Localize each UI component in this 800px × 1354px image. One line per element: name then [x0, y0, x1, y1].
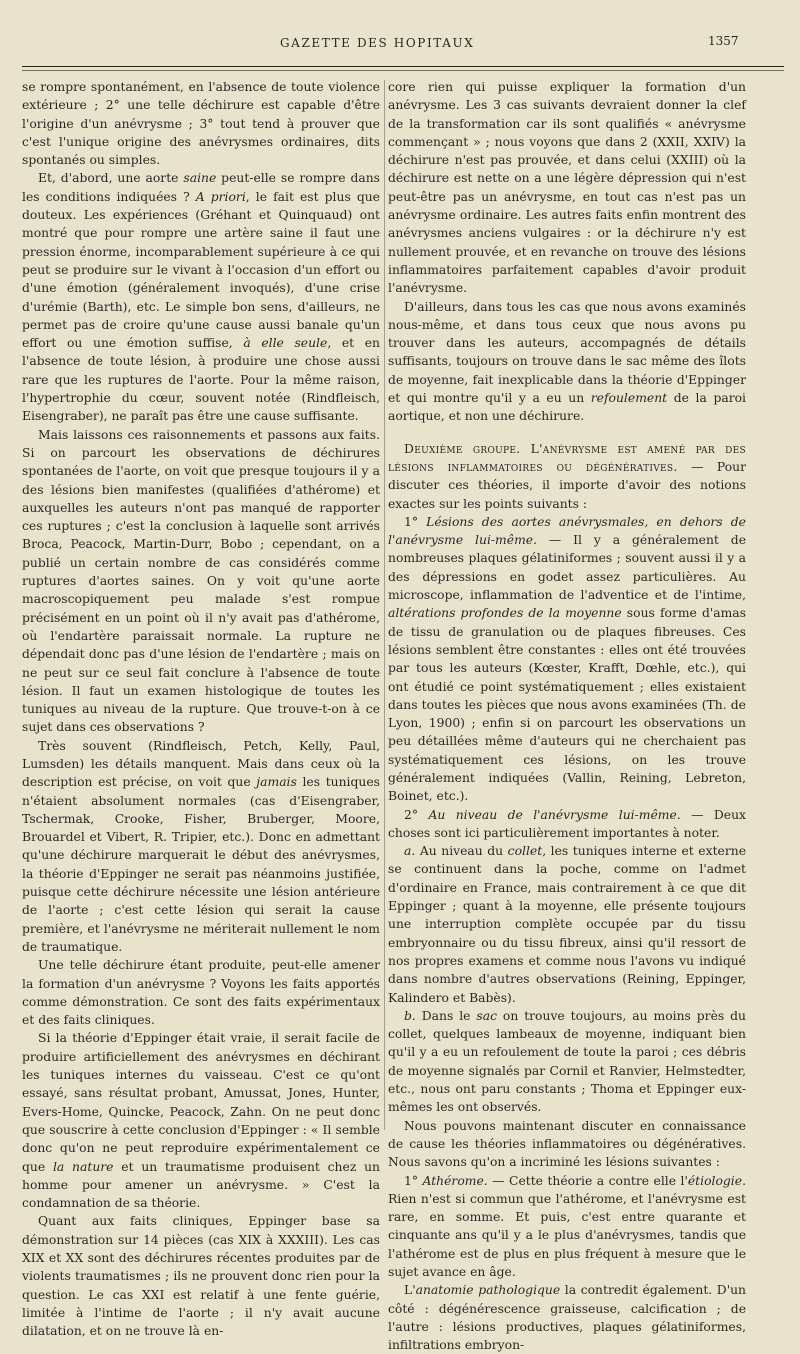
text-run: Athérome. [422, 1173, 488, 1188]
paragraph [22, 737, 380, 957]
text-run: Quant aux faits cliniques, Eppinger base sa démonstration sur 14 pièces (cas XIX à XXXIII). Les cas XIX et XX sont des déchirures récentes produites par de violents traumatismes ; ils ne prouvent donc rien pour la question. Le cas XXI est relatif à une fente guérie, limitée à l'intime de l'aorte ; il n'y avait aucune dilatation, et on ne trouve là en- [22, 1214, 380, 1339]
text-run: — Il y a généralement de nombreuses plaques gélatiniformes ; souvent aussi il y a des dépressions en godet assez particulières. Au microscope, inflammation de l'adventice et de l'intime, [388, 533, 746, 603]
text-run: étiologie [687, 1173, 743, 1188]
text-run: A priori [195, 189, 246, 204]
page-number: 1357 [708, 34, 739, 48]
left-column [22, 78, 380, 1340]
text-run: Nous pouvons maintenant discuter en connaissance de cause les théories inflammatoires ou dégénératives. Nous savons qu'on a incriminé les lésions suivantes : [388, 1118, 746, 1170]
text-run: de la paroi aortique, et non une déchirure. [388, 391, 746, 424]
text-run: 1° [404, 514, 427, 529]
paragraph [22, 956, 380, 1029]
paragraph [22, 1029, 380, 1212]
text-run: se rompre spontanément, en l'absence de toute violence extérieure ; 2° une telle déchirure est capable d'être l'origine d'un anévrysme ; 3° tout tend à prouver que c'est l'unique origine des anévrysmes ordinaires, dits spontanés ou simples. [22, 80, 380, 168]
text-run: refoulement [590, 391, 668, 406]
text-run: — Cette théorie a contre elle l' [487, 1173, 688, 1188]
text-run: sous forme d'amas de tissu de granulation ou de plaques fibreuses. Ces lésions semblent être constantes : elles ont été trouvées par tous les auteurs (Kœster, Krafft, Dœhle, etc.), qui ont étudié ce point systématiquement ; elles existaient dans toutes les pièces que nous avons examinées (Th. de Lyon, 1900) ; enfin si on parcourt les observations un peu détaillées même d'auteurs qui ne cherchaient pas systématiquement ces lésions, on les trouve généralement indiquées (Vallin, Reining, Lebreton, Boinet, etc.). [388, 606, 746, 804]
paragraph [388, 78, 746, 298]
text-run: , le fait est plus que douteux. Les expériences (Gréhant et Quinquaud) ont montré que pour rompre une artère saine il faut une pression énorme, incomparablement supérieure à ce qui peut se produire sur le vivant à l'occasion d'un effort ou d'une émotion (généralement invoqués), d'une crise d'urémie (Barth), etc. Le simple bon sens, d'ailleurs, ne permet pas de croire qu'une cause aussi banale qu'un effort ou une émotion suffise, [22, 189, 380, 351]
text-run: sac [476, 1008, 497, 1023]
page-header [0, 34, 800, 56]
text-run: Lésions des aortes anévrysmales, en dehors de l'anévrysme lui-même. [388, 514, 746, 548]
paragraph [388, 298, 746, 426]
text-run: Au niveau de l'anévrysme lui-même. [428, 807, 681, 822]
paragraph [388, 842, 746, 1007]
text-run: 2° [404, 807, 429, 822]
text-run: saine [183, 171, 217, 186]
text-run: peut-elle se rompre dans les conditions indiquées ? [22, 171, 380, 204]
text-run: core rien qui puisse expliquer la formation d'un anévrysme. Les 3 cas suivants devraient donner la clef de la transformation car ils sont qualifiés « anévrysme commençant » ; nous voyons que dans 2 (XXII, XXIV) la déchirure n'est pas prouvée, et dans celui (XXIII) où la déchirure est nette on a une légère dépression qui n'est peut-être pas un anévrysme, en tout cas n'est pas un anévrysme ordinaire. Les autres faits enfin montrent des anévrysmes anciens vulgaires : or la déchirure n'y est nullement prouvée, et en revanche on trouve des lésions inflammatoires parfaitement capables d'avoir produit l'anévrysme. [388, 80, 746, 296]
text-run: collet [507, 844, 543, 859]
text-run: , les tuniques interne et externe se continuent dans la poche, comme on l'admet d'ordinaire en France, mais contrairement à ce que dit Eppinger ; quant à la moyenne, elle présente toujours une interruption complète occupée par du tissu embryonnaire ou du tissu fibreux, ainsi qu'il ressort de nos propres examens et comme nous l'avons vu indiqué dans nombre d'autres observations (Reining, Eppinger, Kalindero et Babès). [388, 844, 746, 1005]
text-run: Et, d'abord, une aorte [38, 171, 184, 186]
text-run: Mais laissons ces raisonnements et passons aux faits. Si on parcourt les observations de déchirures spontanées de l'aorte, on voit que presque toujours il y a des lésions bien manifestes (qualifiées d'athérome) et auxquelles les auteurs n'ont pas manqué de rapporter ces ruptures ; c'est la conclusion à laquelle sont arrivés Broca, Peacock, Martin-Durr, Bobo ; cependant, on a publié un certain nombre de cas considérés comme ruptures d'aortes saines. On y voit qu'une aorte macroscopiquement peu malade s'est rompue précisément en un point où il n'y avait pas d'athérome, où l'endartère paraissait normale. La rupture ne dépendait donc pas d'une lésion de l'endartère ; mais on ne peut sur ce seul fait conclure à l'absence de toute lésion. Il faut un examen histologique de toutes les tuniques au niveau de la rupture. Que trouve-t-on à ce sujet dans ces observations ? [22, 427, 380, 735]
text-run: Deuxième groupe. L'anévrysme est amené par des lésions inflammatoires ou dégénératives. [388, 441, 746, 474]
paragraph [388, 1172, 746, 1282]
paragraph [388, 440, 746, 513]
text-run: , et en l'absence de toute lésion, à produire une chose aussi rare que les ruptures de l'aorte. Pour la même raison, l'hypertrophie du cœur, souvent notée (Rindfleisch, Eisengraber), ne paraît pas être une cause suffisante. [22, 336, 380, 424]
text-run: a [404, 844, 412, 859]
column-divider [384, 80, 385, 1130]
running-title: GAZETTE DES HOPITAUX [280, 36, 475, 50]
text-run: D'ailleurs, dans tous les cas que nous avons examinés nous-même, et dans tous ceux que nous avons pu trouver dans les auteurs, accompagnés de détails suffisants, toujours on trouve dans le sac même des îlots de moyenne, fait inexplicable dans la théorie d'Eppinger et qui montre qu'il y a eu un [388, 299, 746, 406]
right-column [388, 78, 746, 1354]
text-run: la contredit également. D'un côté : dégénérescence graisseuse, calcification ; de l'autre : lésions productives, plaques gélatiniformes, infiltrations embryon- [388, 1283, 746, 1353]
paragraph [388, 513, 746, 806]
text-run: — Deux choses sont ici particulièrement importantes à noter. [388, 807, 747, 840]
text-run: Une telle déchirure étant produite, peut-elle amener la formation d'un anévrysme ? Voyons les faits apportés comme démonstration. Ce sont des faits expérimentaux et des faits cliniques. [22, 958, 380, 1028]
text-run: anatomie pathologique [415, 1283, 561, 1298]
text-run: — Pour discuter ces théories, il importe d'avoir des notions exactes sur les points suivants : [388, 459, 746, 511]
text-run: Si la théorie d'Eppinger était vraie, il serait facile de produire artificiellement des anévrysmes en déchirant les tuniques internes du vaisseau. C'est ce qu'ont essayé, sans résultat probant, Amussat, Jones, Hunter, Evers-Home, Quincke, Peacock, Zahn. On ne peut donc que souscrire à cette conclusion d'Eppinger : « Il semble donc qu'on ne peut reproduire expérimentalement ce que [22, 1031, 380, 1174]
text-run: b [404, 1008, 412, 1023]
paragraph [388, 1007, 746, 1117]
paragraph [22, 426, 380, 737]
paragraph [388, 806, 746, 843]
header-rule-thin [22, 70, 784, 71]
paragraph [22, 78, 380, 169]
text-run: Très souvent (Rindfleisch, Petch, Kelly, Paul, Lumsden) les détails manquent. Mais dans ceux où la description est précise, on voit que [22, 738, 380, 790]
text-run: 1° [404, 1173, 423, 1188]
text-run: la nature [52, 1159, 114, 1174]
text-run: on trouve toujours, au moins près du collet, quelques lambeaux de moyenne, indiquant bien qu'il y a eu un refoulement de toute la paroi ; ces débris de moyenne signalés par Cornil et Ranvier, Helmstedter, etc., nous ont paru constants ; Thoma et Eppinger eux-mêmes les ont observés. [388, 1008, 746, 1115]
text-run: L' [404, 1283, 416, 1298]
text-run: à elle seule [243, 336, 328, 351]
paragraph [22, 169, 380, 425]
paragraph [388, 1117, 746, 1172]
text-run: jamais [256, 775, 297, 790]
text-run: . Rien n'est si commun que l'athérome, et l'anévrysme est rare, en somme. Et puis, c'est entre quarante et cinquante ans qu'il y a le plus d'anévrysmes, tandis que l'athérome est de plus en plus fréquent à mesure que le sujet avance en âge. [388, 1173, 746, 1279]
header-rule [22, 66, 784, 67]
text-run: . Au niveau du [411, 844, 508, 859]
paragraph [22, 1212, 380, 1340]
text-run: les tuniques n'étaient absolument normales (cas d'Eisengraber, Tschermak, Crooke, Fisher, Bruberger, Moore, Brouardel et Vibert, R. Tripier, etc.). Donc en admettant qu'une déchirure marquerait le début des anévrysmes, la théorie d'Eppinger ne serait pas néanmoins justifiée, puisque cette déchirure nécessite une lésion antérieure de l'aorte ; c'est cette lésion qui serait la cause première, et l'anévrysme ne mériterait nullement le nom de traumatique. [22, 775, 380, 954]
text-run: et un traumatisme produisent chez un homme pour amener un anévrysme. » C'est la condamnation de sa théorie. [22, 1159, 381, 1211]
text-run: altérations profondes de la moyenne [388, 606, 622, 621]
paragraph [388, 1281, 746, 1354]
text-run: . Dans le [411, 1008, 477, 1023]
